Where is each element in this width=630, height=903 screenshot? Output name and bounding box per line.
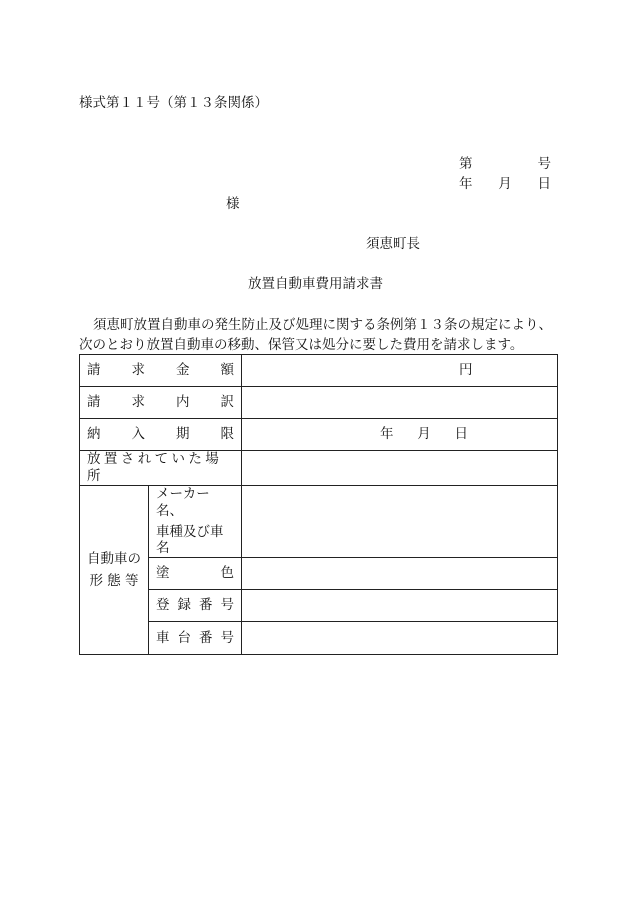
label-char: 期 — [176, 426, 190, 443]
label-amount — [80, 355, 242, 387]
label-char: 車 — [156, 629, 170, 646]
label-char: 求 — [131, 362, 145, 379]
label-char: 請 — [87, 394, 101, 411]
document-date — [459, 178, 551, 192]
location-field[interactable] — [242, 451, 558, 486]
label-char: 額 — [220, 362, 234, 379]
form-number: 様式第１１号（第１３条関係） — [79, 95, 268, 111]
issuer: 須恵町長 — [366, 236, 420, 252]
row-amount — [80, 355, 558, 387]
label-char: 金 — [176, 362, 190, 379]
document-number — [459, 158, 551, 172]
label-registration — [149, 590, 242, 622]
label-char: 番 — [199, 597, 213, 614]
row-maker — [80, 485, 558, 558]
row-registration — [80, 590, 558, 622]
maker-label-line-1: メーカー名、 — [156, 485, 210, 519]
amount-field[interactable] — [242, 355, 558, 387]
label-char: 登 — [156, 597, 170, 614]
label-char: 求 — [131, 394, 145, 411]
deadline-year: 年 — [380, 426, 394, 443]
label-char: 色 — [220, 565, 234, 582]
maker-field[interactable] — [242, 485, 558, 558]
number-prefix: 第 — [459, 156, 473, 172]
date-year: 年 — [459, 176, 473, 192]
label-char: 入 — [131, 426, 145, 443]
label-char: 番 — [199, 629, 213, 646]
label-char: 限 — [220, 426, 234, 443]
location-label-text: 放置されていた場所 — [87, 451, 223, 484]
label-char: 号 — [220, 629, 234, 646]
number-suffix: 号 — [537, 156, 551, 172]
breakdown-field[interactable] — [242, 387, 558, 419]
row-chassis — [80, 622, 558, 655]
label-char: 塗 — [156, 565, 170, 582]
label-paint — [149, 558, 242, 590]
row-breakdown — [80, 387, 558, 419]
date-month: 月 — [498, 176, 512, 192]
chassis-field[interactable] — [242, 622, 558, 655]
row-location — [80, 451, 558, 486]
label-vehicle-form — [80, 485, 149, 655]
deadline-day: 日 — [454, 426, 468, 443]
vehicle-label-line-1: 自動車の — [87, 550, 141, 567]
maker-label-line-2: 車種及び車名 — [156, 523, 224, 557]
deadline-field[interactable] — [242, 419, 558, 451]
label-deadline — [80, 419, 242, 451]
document-title: 放置自動車費用請求書 — [248, 276, 383, 292]
label-char: 号 — [220, 597, 234, 614]
label-breakdown — [80, 387, 242, 419]
row-deadline — [80, 419, 558, 451]
date-day: 日 — [537, 176, 551, 192]
paint-field[interactable] — [242, 558, 558, 590]
label-maker — [149, 485, 242, 558]
row-paint — [80, 558, 558, 590]
label-char: 訳 — [220, 394, 234, 411]
label-char: 台 — [177, 629, 191, 646]
vehicle-label-line-2: 形 態 等 — [89, 572, 139, 589]
label-char: 録 — [177, 597, 191, 614]
claim-table — [79, 354, 558, 655]
body-line-1: 須恵町放置自動車の発生防止及び処理に関する条例第１３条の規定により、 — [93, 317, 552, 333]
label-location — [80, 451, 242, 486]
addressee-suffix: 様 — [226, 196, 240, 212]
yen-unit: 円 — [459, 362, 473, 379]
label-char: 請 — [87, 362, 101, 379]
registration-field[interactable] — [242, 590, 558, 622]
label-chassis — [149, 622, 242, 655]
label-char: 内 — [176, 394, 190, 411]
body-line-2: 次のとおり放置自動車の移動、保管又は処分に要した費用を請求します。 — [79, 337, 524, 353]
deadline-month: 月 — [417, 426, 431, 443]
label-char: 納 — [87, 426, 101, 443]
